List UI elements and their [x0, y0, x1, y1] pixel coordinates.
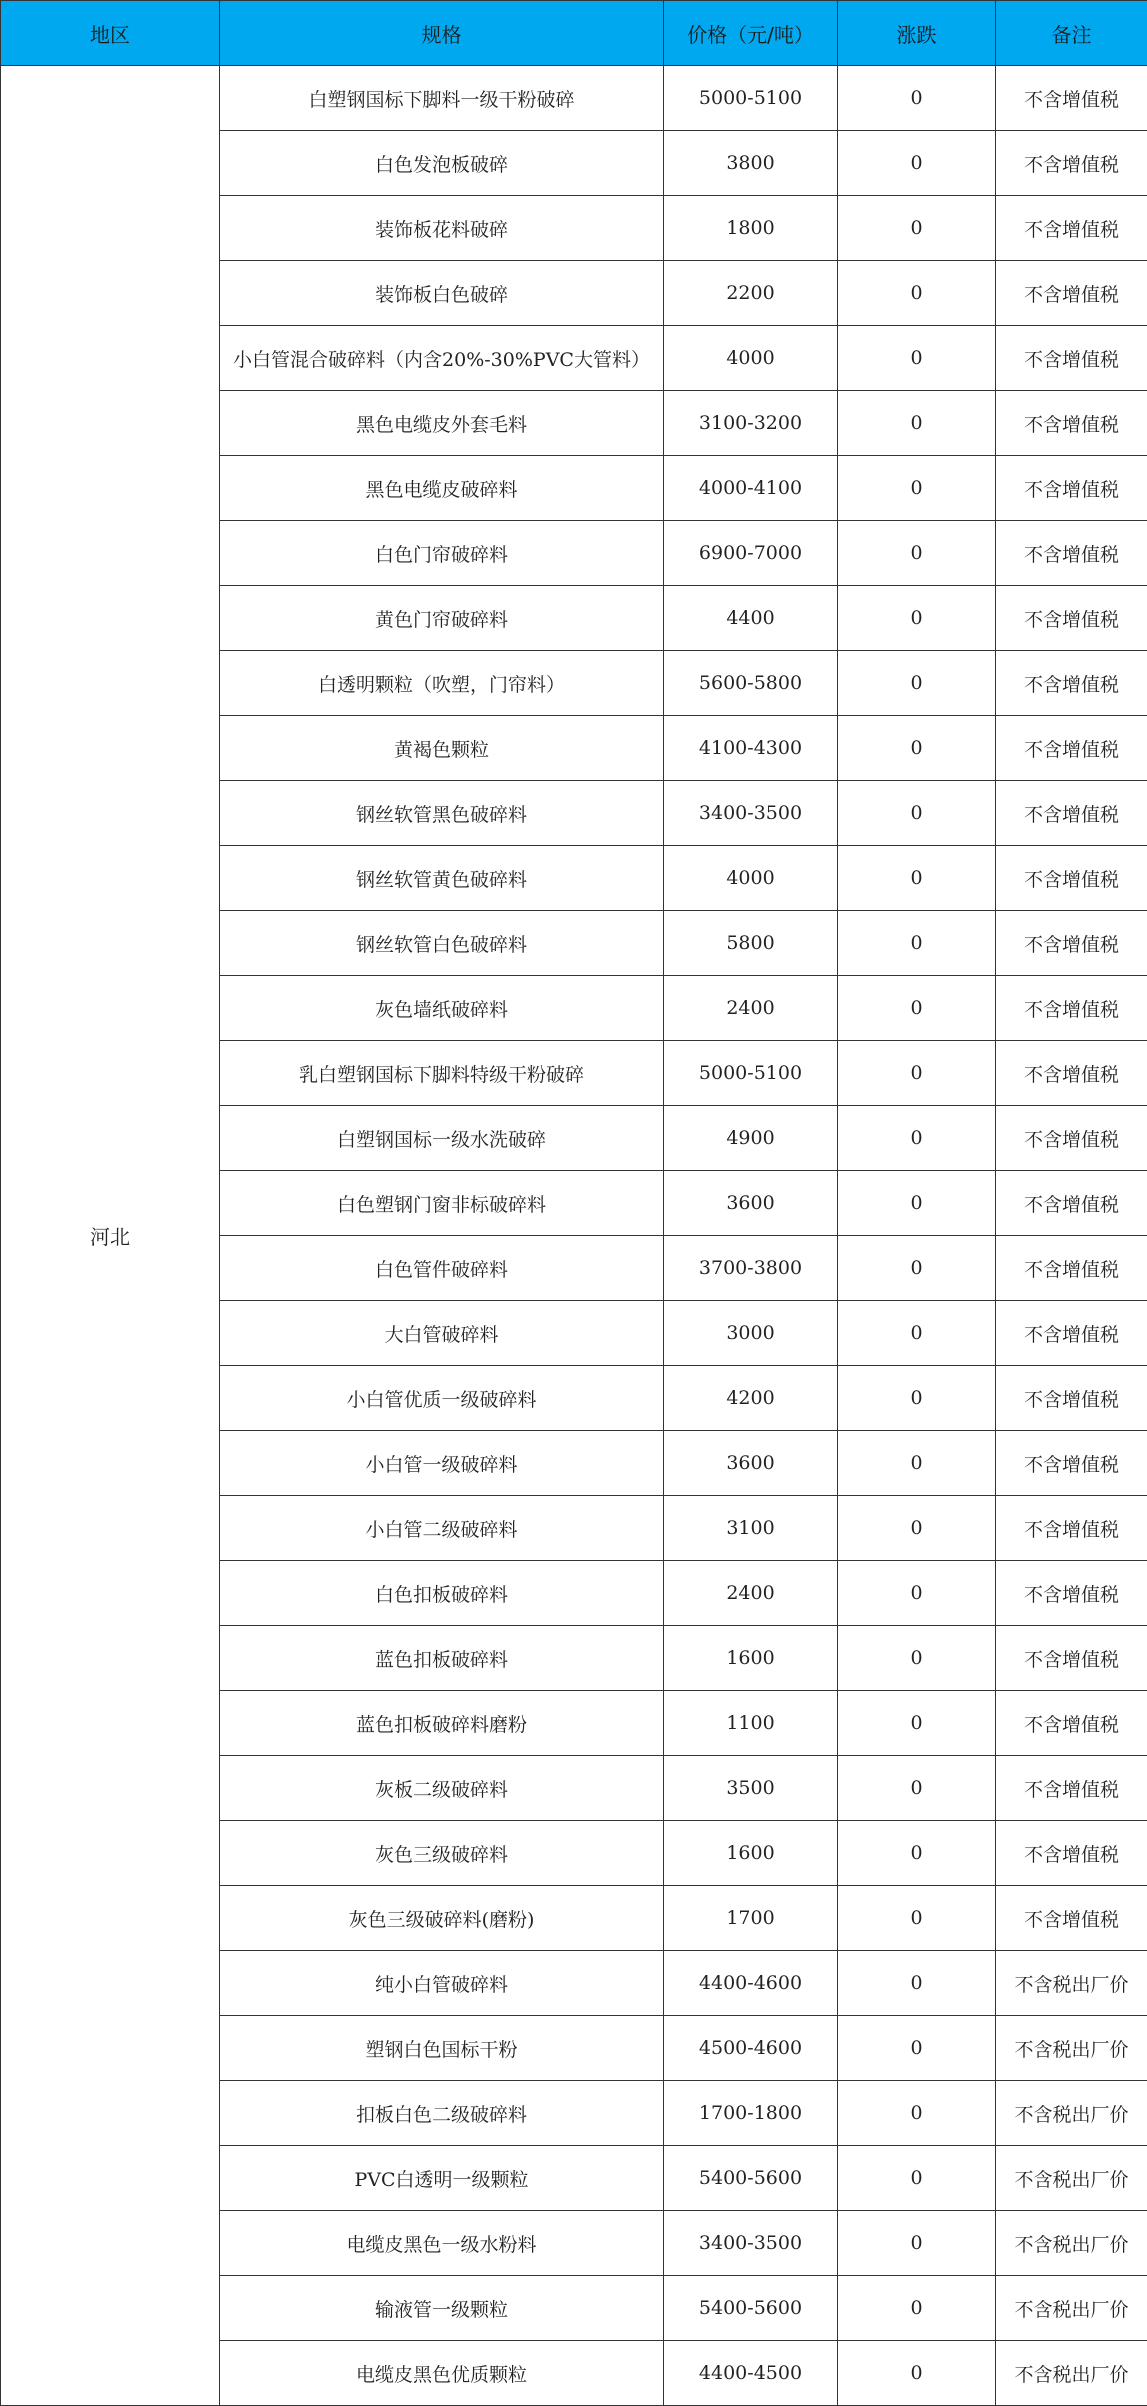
note-cell: 不含增值税	[996, 1886, 1147, 1951]
spec-cell: 黄褐色颗粒	[220, 716, 664, 781]
change-cell: 0	[838, 1431, 996, 1496]
price-cell: 4400-4500	[664, 2341, 838, 2406]
note-cell: 不含增值税	[996, 1821, 1147, 1886]
spec-cell: 小白管二级破碎料	[220, 1496, 664, 1561]
note-cell: 不含增值税	[996, 716, 1147, 781]
price-cell: 4900	[664, 1106, 838, 1171]
change-cell: 0	[838, 521, 996, 586]
spec-cell: 乳白塑钢国标下脚料特级干粉破碎	[220, 1041, 664, 1106]
note-cell: 不含增值税	[996, 846, 1147, 911]
price-cell: 5600-5800	[664, 651, 838, 716]
spec-cell: 白塑钢国标一级水洗破碎	[220, 1106, 664, 1171]
change-cell: 0	[838, 1756, 996, 1821]
price-cell: 3800	[664, 131, 838, 196]
price-cell: 4100-4300	[664, 716, 838, 781]
change-cell: 0	[838, 1561, 996, 1626]
spec-cell: 输液管一级颗粒	[220, 2276, 664, 2341]
note-cell: 不含税出厂价	[996, 2146, 1147, 2211]
change-cell: 0	[838, 716, 996, 781]
change-cell: 0	[838, 586, 996, 651]
note-cell: 不含增值税	[996, 1431, 1147, 1496]
price-cell: 3400-3500	[664, 2211, 838, 2276]
note-cell: 不含增值税	[996, 391, 1147, 456]
spec-cell: 电缆皮黑色一级水粉料	[220, 2211, 664, 2276]
change-cell: 0	[838, 1041, 996, 1106]
note-cell: 不含增值税	[996, 651, 1147, 716]
spec-cell: 钢丝软管白色破碎料	[220, 911, 664, 976]
note-cell: 不含税出厂价	[996, 1951, 1147, 2016]
price-cell: 4200	[664, 1366, 838, 1431]
spec-cell: 白塑钢国标下脚料一级干粉破碎	[220, 66, 664, 131]
change-cell: 0	[838, 2341, 996, 2406]
change-cell: 0	[838, 196, 996, 261]
change-cell: 0	[838, 1366, 996, 1431]
note-cell: 不含增值税	[996, 456, 1147, 521]
change-cell: 0	[838, 1236, 996, 1301]
header-spec: 规格	[220, 1, 664, 66]
note-cell: 不含增值税	[996, 131, 1147, 196]
note-cell: 不含增值税	[996, 781, 1147, 846]
price-cell: 4000-4100	[664, 456, 838, 521]
price-cell: 1700-1800	[664, 2081, 838, 2146]
note-cell: 不含增值税	[996, 976, 1147, 1041]
spec-cell: 白色扣板破碎料	[220, 1561, 664, 1626]
change-cell: 0	[838, 1106, 996, 1171]
change-cell: 0	[838, 1301, 996, 1366]
spec-cell: 白色塑钢门窗非标破碎料	[220, 1171, 664, 1236]
price-cell: 5400-5600	[664, 2276, 838, 2341]
spec-cell: 灰色三级破碎料	[220, 1821, 664, 1886]
price-cell: 3100	[664, 1496, 838, 1561]
spec-cell: 黄色门帘破碎料	[220, 586, 664, 651]
change-cell: 0	[838, 456, 996, 521]
price-cell: 2400	[664, 1561, 838, 1626]
note-cell: 不含税出厂价	[996, 2211, 1147, 2276]
note-cell: 不含增值税	[996, 586, 1147, 651]
price-cell: 3600	[664, 1171, 838, 1236]
price-cell: 4400	[664, 586, 838, 651]
spec-cell: 纯小白管破碎料	[220, 1951, 664, 2016]
change-cell: 0	[838, 1626, 996, 1691]
spec-cell: 小白管混合破碎料（内含20%-30%PVC大管料）	[220, 326, 664, 391]
spec-cell: 钢丝软管黑色破碎料	[220, 781, 664, 846]
note-cell: 不含增值税	[996, 1496, 1147, 1561]
note-cell: 不含增值税	[996, 326, 1147, 391]
change-cell: 0	[838, 651, 996, 716]
change-cell: 0	[838, 1951, 996, 2016]
price-cell: 3400-3500	[664, 781, 838, 846]
spec-cell: 黑色电缆皮外套毛料	[220, 391, 664, 456]
price-cell: 6900-7000	[664, 521, 838, 586]
change-cell: 0	[838, 976, 996, 1041]
price-cell: 4000	[664, 326, 838, 391]
change-cell: 0	[838, 391, 996, 456]
spec-cell: 大白管破碎料	[220, 1301, 664, 1366]
spec-cell: 蓝色扣板破碎料磨粉	[220, 1691, 664, 1756]
price-cell: 4400-4600	[664, 1951, 838, 2016]
note-cell: 不含增值税	[996, 1756, 1147, 1821]
spec-cell: 白色管件破碎料	[220, 1236, 664, 1301]
header-price: 价格（元/吨）	[664, 1, 838, 66]
change-cell: 0	[838, 1496, 996, 1561]
price-cell: 2200	[664, 261, 838, 326]
change-cell: 0	[838, 2276, 996, 2341]
change-cell: 0	[838, 2081, 996, 2146]
price-cell: 4000	[664, 846, 838, 911]
spec-cell: 灰色三级破碎料(磨粉)	[220, 1886, 664, 1951]
price-cell: 5800	[664, 911, 838, 976]
spec-cell: 装饰板花料破碎	[220, 196, 664, 261]
note-cell: 不含增值税	[996, 911, 1147, 976]
price-cell: 5400-5600	[664, 2146, 838, 2211]
price-cell: 1700	[664, 1886, 838, 1951]
price-cell: 2400	[664, 976, 838, 1041]
change-cell: 0	[838, 326, 996, 391]
change-cell: 0	[838, 2016, 996, 2081]
change-cell: 0	[838, 911, 996, 976]
change-cell: 0	[838, 66, 996, 131]
change-cell: 0	[838, 1886, 996, 1951]
header-note: 备注	[996, 1, 1147, 66]
note-cell: 不含税出厂价	[996, 2276, 1147, 2341]
change-cell: 0	[838, 1691, 996, 1756]
change-cell: 0	[838, 846, 996, 911]
header-region: 地区	[1, 1, 220, 66]
change-cell: 0	[838, 1821, 996, 1886]
note-cell: 不含增值税	[996, 1301, 1147, 1366]
change-cell: 0	[838, 261, 996, 326]
change-cell: 0	[838, 781, 996, 846]
price-cell: 1100	[664, 1691, 838, 1756]
spec-cell: 黑色电缆皮破碎料	[220, 456, 664, 521]
spec-cell: PVC白透明一级颗粒	[220, 2146, 664, 2211]
price-cell: 1600	[664, 1821, 838, 1886]
note-cell: 不含增值税	[996, 1691, 1147, 1756]
note-cell: 不含增值税	[996, 1561, 1147, 1626]
note-cell: 不含增值税	[996, 261, 1147, 326]
price-cell: 5000-5100	[664, 1041, 838, 1106]
region-cell: 河北	[1, 66, 220, 2406]
note-cell: 不含增值税	[996, 1366, 1147, 1431]
note-cell: 不含增值税	[996, 521, 1147, 586]
spec-cell: 小白管一级破碎料	[220, 1431, 664, 1496]
spec-cell: 白透明颗粒（吹塑，门帘料）	[220, 651, 664, 716]
spec-cell: 灰板二级破碎料	[220, 1756, 664, 1821]
price-cell: 3100-3200	[664, 391, 838, 456]
change-cell: 0	[838, 131, 996, 196]
price-cell: 3000	[664, 1301, 838, 1366]
spec-cell: 电缆皮黑色优质颗粒	[220, 2341, 664, 2406]
header-row	[1, 1, 1147, 66]
change-cell: 0	[838, 1171, 996, 1236]
note-cell: 不含税出厂价	[996, 2081, 1147, 2146]
header-change: 涨跌	[838, 1, 996, 66]
note-cell: 不含增值税	[996, 1626, 1147, 1691]
spec-cell: 蓝色扣板破碎料	[220, 1626, 664, 1691]
spec-cell: 小白管优质一级破碎料	[220, 1366, 664, 1431]
note-cell: 不含税出厂价	[996, 2016, 1147, 2081]
note-cell: 不含增值税	[996, 1236, 1147, 1301]
price-cell: 1600	[664, 1626, 838, 1691]
spec-cell: 灰色墙纸破碎料	[220, 976, 664, 1041]
note-cell: 不含增值税	[996, 1171, 1147, 1236]
table-body	[1, 66, 1147, 2406]
spec-cell: 扣板白色二级破碎料	[220, 2081, 664, 2146]
table-header	[1, 1, 1147, 66]
note-cell: 不含增值税	[996, 66, 1147, 131]
spec-cell: 钢丝软管黄色破碎料	[220, 846, 664, 911]
change-cell: 0	[838, 2146, 996, 2211]
price-cell: 3600	[664, 1431, 838, 1496]
change-cell: 0	[838, 2211, 996, 2276]
table-row	[1, 66, 1147, 131]
note-cell: 不含增值税	[996, 196, 1147, 261]
price-cell: 1800	[664, 196, 838, 261]
spec-cell: 白色发泡板破碎	[220, 131, 664, 196]
spec-cell: 白色门帘破碎料	[220, 521, 664, 586]
price-cell: 4500-4600	[664, 2016, 838, 2081]
note-cell: 不含税出厂价	[996, 2341, 1147, 2406]
spec-cell: 装饰板白色破碎	[220, 261, 664, 326]
note-cell: 不含增值税	[996, 1106, 1147, 1171]
price-cell: 3500	[664, 1756, 838, 1821]
spec-cell: 塑钢白色国标干粉	[220, 2016, 664, 2081]
price-cell: 5000-5100	[664, 66, 838, 131]
price-cell: 3700-3800	[664, 1236, 838, 1301]
note-cell: 不含增值税	[996, 1041, 1147, 1106]
